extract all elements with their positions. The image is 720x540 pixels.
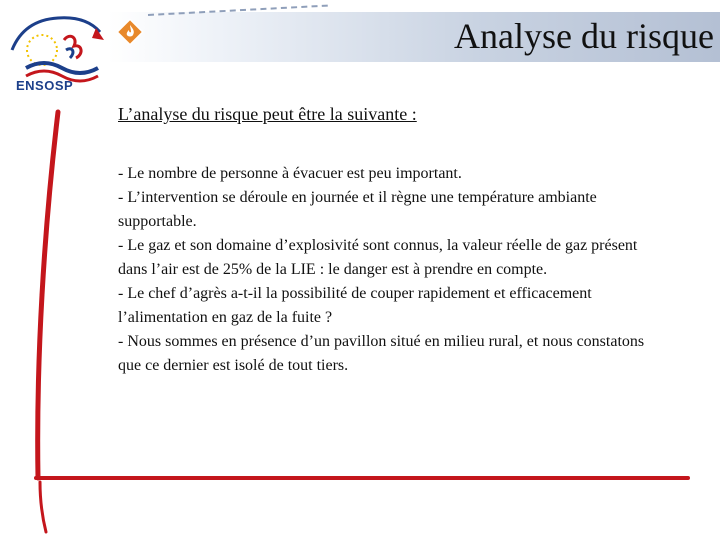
logo-text: ENSOSP [16,78,74,93]
flammable-hazard-icon [114,16,146,48]
slide-title: Analyse du risque [454,16,714,56]
paragraph: - Le chef d’agrès a-t-il la possibilité de couper rapidement et efficacement l’alimentation en gaz de la fuite ? [118,285,592,326]
paragraph: - Le nombre de personne à évacuer est peu important. [118,165,462,182]
paragraph: - Le gaz et son domaine d’explosivité sont connus, la valeur réelle de gaz présent dans l’air est de 25% de la LIE : le danger est à prendre en compte. [118,237,638,278]
paragraph: - L’intervention se déroule en journée et il règne une température ambiante supportable. [118,189,597,230]
body-text [118,162,658,378]
slide-subtitle: L’analyse du risque peut être la suivante : [118,104,417,124]
paragraph: - Nous sommes en présence d’un pavillon situé en milieu rural, et nous constatons que ce dernier est isolé de tout tiers. [118,333,645,374]
